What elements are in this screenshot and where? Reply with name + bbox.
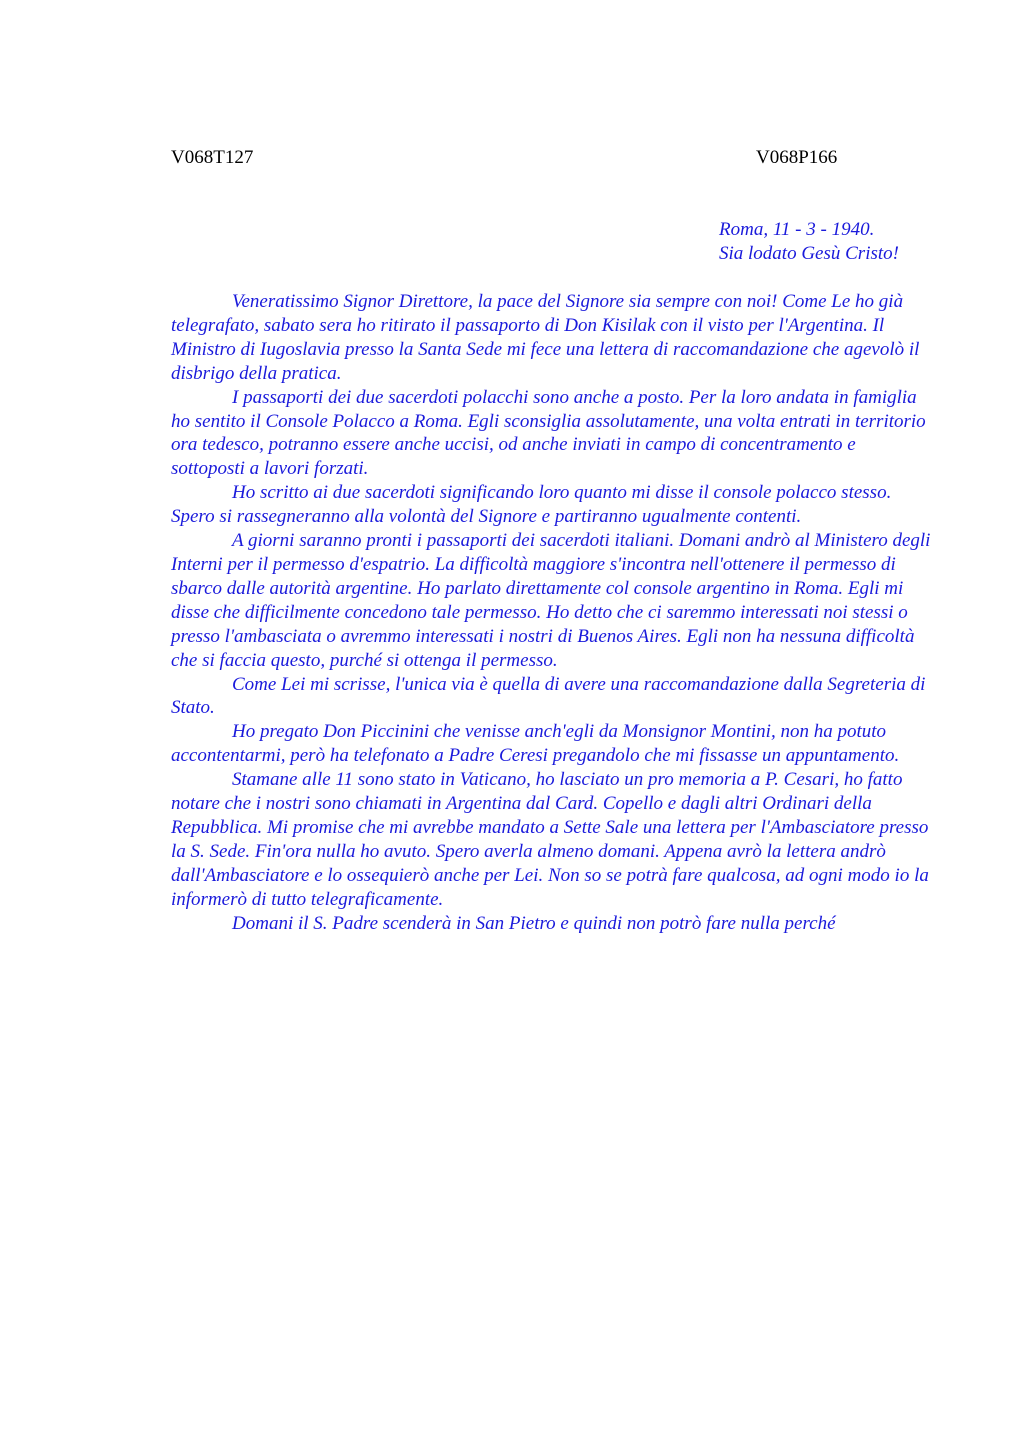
paragraph: Stamane alle 11 sono stato in Vaticano, ho lasciato un pro memoria a P. Cesari, ho fatto notare che i nostri sono chiamati in Argentina dal Card. Copello e dagli altri Ordinari della Repubblica. Mi promise che mi avrebbe mandato a Sette Sale una lettera per l'Ambasciatore presso la S. Sede. Fin'ora nulla ho avuto. Spero averla almeno domani. Appena avrò la lettera andrò dall'Ambasciatore e lo ossequierò anche per Lei. Non so se potrà fare qualcosa, ad ogni modo io la informerò di tutto telegraficamente.	[171, 769, 929, 910]
document-code-right: V068P166	[756, 147, 838, 168]
paragraph: Domani il S. Padre scenderà in San Pietro e quindi non potrò fare nulla perché	[232, 912, 836, 934]
paragraph: I passaporti dei due sacerdoti polacchi sono anche a posto. Per la loro andata in famiglia ho sentito il Console Polacco a Roma. Egli sconsiglia assolutamente, una volta entrati in territorio ora tedesco, potranno essere anche uccisi, od anche inviati in campo di concentramento e sottoposti a lavori forzati.	[171, 386, 926, 480]
paragraph: A giorni saranno pronti i passaporti dei sacerdoti italiani. Domani andrò al Ministero degli Interni per il permesso d'espatrio. La difficoltà maggiore s'incontra nell'ottenere il permesso di sbarco dalle autorità argentine. Ho parlato direttamente col console argentino in Roma. Egli mi disse che difficilmente concedono tale permesso. Ho detto che ci saremmo interessati noi stessi o presso l'ambasciata o avremmo interessati i nostri di Buenos Aires. Egli non ha nessuna difficoltà che si faccia questo, purché si ottenga il permesso.	[171, 530, 931, 671]
letter-body	[171, 290, 931, 935]
paragraph: Ho pregato Don Piccinini che venisse anch'egli da Monsignor Montini, non ha potuto accontentarmi, però ha telefonato a Padre Ceresi pregandolo che mi fissasse un appuntamento.	[171, 721, 900, 767]
place-date: Roma, 11 - 3 - 1940.	[719, 219, 875, 240]
paragraph: Come Lei mi scrisse, l'unica via è quella di avere una raccomandazione dalla Segreteria di Stato.	[171, 673, 926, 719]
greeting: Sia lodato Gesù Cristo!	[719, 243, 899, 264]
paragraph: Veneratissimo Signor Direttore, la pace del Signore sia sempre con noi! Come Le ho già telegrafato, sabato sera ho ritirato il passaporto di Don Kisilak con il visto per l'Argentina. Il Ministro di Iugoslavia presso la Santa Sede mi fece una lettera di raccomandazione che agevolò il disbrigo della pratica.	[171, 291, 920, 384]
letter-header	[719, 218, 899, 266]
document-code-left: V068T127	[171, 147, 254, 168]
paragraph: Ho scritto ai due sacerdoti significando loro quanto mi disse il console polacco stesso. Spero si rassegneranno alla volontà del Signore e partiranno ugualmente contenti.	[171, 482, 892, 528]
